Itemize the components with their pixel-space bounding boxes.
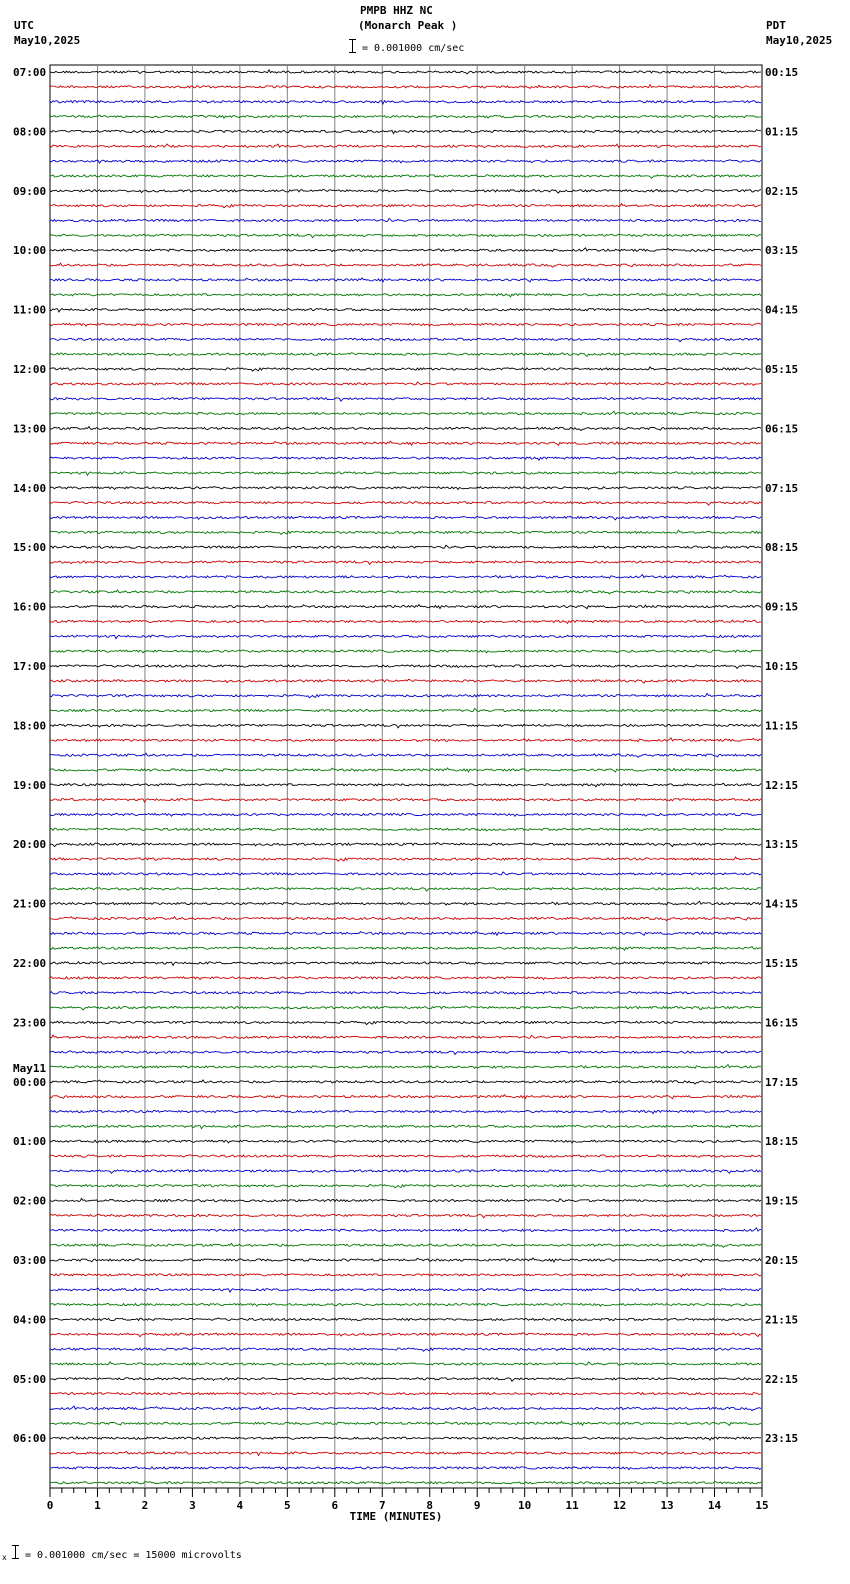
pdt-hour-label: 13:15 — [765, 838, 799, 852]
trace-line — [50, 1392, 761, 1395]
utc-hour-label: 07:00 — [13, 66, 47, 79]
trace-line — [50, 1451, 761, 1455]
trace-line — [50, 1243, 761, 1247]
pdt-hour-label: 18:15 — [765, 1135, 799, 1149]
trace-line — [50, 1021, 761, 1024]
trace-line — [50, 1155, 761, 1158]
utc-hour-label: 03:00 — [13, 1254, 47, 1267]
utc-hour-label: 10:00 — [13, 244, 47, 258]
trace-line — [50, 472, 761, 475]
trace-line — [50, 1421, 761, 1425]
pdt-hour-label: 11:15 — [765, 719, 799, 733]
pdt-hour-label: 12:15 — [765, 778, 799, 792]
trace-line — [50, 694, 761, 698]
trace-line — [50, 1006, 761, 1010]
trace-line — [50, 901, 761, 905]
trace-line — [50, 1258, 761, 1262]
utc-hour-label: 13:00 — [13, 422, 47, 436]
pdt-hour-label: 20:15 — [765, 1254, 799, 1267]
trace-line — [50, 753, 761, 757]
trace-line — [50, 1051, 761, 1055]
trace-line — [50, 1362, 761, 1365]
date-change-label: May11 — [13, 1061, 47, 1075]
pdt-hour-label: 07:15 — [765, 481, 799, 495]
trace-line — [50, 278, 761, 282]
trace-line — [50, 1169, 761, 1173]
x-tick-label: 4 — [236, 1499, 244, 1512]
footer-scale-text: = 0.001000 cm/sec = 15000 microvolts — [25, 1550, 242, 1561]
trace-line — [50, 234, 761, 238]
left-date: May10,2025 — [14, 34, 81, 47]
pdt-hour-label: 17:15 — [765, 1075, 799, 1089]
trace-line — [50, 857, 761, 861]
trace-line — [50, 367, 761, 371]
trace-line — [50, 338, 761, 342]
trace-line — [50, 1095, 761, 1099]
pdt-hour-label: 02:15 — [765, 184, 799, 198]
trace-line — [50, 204, 761, 208]
trace-line — [50, 561, 761, 565]
trace-line — [50, 931, 761, 935]
trace-line — [50, 1274, 761, 1277]
trace-line — [50, 487, 761, 490]
trace-line — [50, 679, 761, 683]
pdt-hour-label: 16:15 — [765, 1016, 799, 1030]
trace-line — [50, 248, 761, 252]
x-axis-title: TIME (MINUTES) — [349, 1510, 443, 1523]
trace-line — [50, 219, 761, 223]
trace-line — [50, 353, 761, 357]
utc-hour-label: 00:00 — [13, 1075, 47, 1089]
trace-line — [50, 530, 761, 534]
trace-line — [50, 160, 761, 163]
trace-line — [50, 1035, 761, 1038]
trace-line — [50, 501, 761, 505]
trace-line — [50, 263, 761, 267]
trace-line — [50, 872, 761, 875]
station-title: PMPB HHZ NC — [360, 4, 433, 17]
pdt-hour-label: 21:15 — [765, 1313, 799, 1327]
trace-line — [50, 724, 761, 728]
utc-hour-label: 16:00 — [13, 600, 47, 614]
trace-line — [50, 575, 761, 579]
pdt-hour-label: 23:15 — [765, 1432, 799, 1446]
right-date: May10,2025 — [766, 34, 833, 47]
trace-line — [50, 85, 761, 89]
utc-hour-label: 05:00 — [13, 1372, 47, 1386]
trace-line — [50, 799, 761, 802]
utc-hour-label: 19:00 — [13, 778, 47, 792]
trace-line — [50, 1318, 761, 1321]
pdt-hour-label: 10:15 — [765, 660, 799, 673]
trace-line — [50, 427, 761, 431]
footer-scale-bar-icon — [15, 1545, 16, 1559]
trace-line — [50, 293, 761, 297]
trace-line — [50, 100, 761, 104]
x-tick-label: 6 — [331, 1499, 339, 1512]
pdt-hour-label: 19:15 — [765, 1194, 799, 1208]
trace-line — [50, 1406, 761, 1411]
trace-line — [50, 1348, 761, 1351]
right-timezone: PDT — [766, 19, 786, 32]
trace-line — [50, 991, 761, 994]
trace-line — [50, 738, 761, 742]
utc-hour-label: 23:00 — [13, 1016, 47, 1030]
site-name: (Monarch Peak ) — [358, 19, 458, 32]
utc-hour-label: 04:00 — [13, 1313, 47, 1327]
trace-line — [50, 144, 761, 147]
trace-line — [50, 590, 761, 594]
trace-line — [50, 1080, 761, 1084]
x-tick-label: 11 — [565, 1499, 579, 1512]
utc-hour-label: 21:00 — [13, 897, 47, 911]
trace-line — [50, 650, 761, 653]
x-tick-label: 13 — [660, 1499, 674, 1512]
pdt-hour-label: 01:15 — [765, 125, 799, 139]
trace-line — [50, 1288, 761, 1292]
x-tick-label: 0 — [46, 1499, 54, 1512]
pdt-hour-label: 22:15 — [765, 1372, 799, 1386]
trace-line — [50, 620, 761, 624]
trace-line — [50, 175, 761, 179]
x-tick-label: 8 — [426, 1499, 434, 1512]
x-tick-label: 10 — [518, 1499, 532, 1512]
trace-line — [50, 947, 761, 951]
x-tick-label: 3 — [189, 1499, 196, 1512]
pdt-hour-label: 08:15 — [765, 541, 799, 555]
trace-line — [50, 441, 761, 445]
trace-line — [50, 665, 761, 669]
trace-line — [50, 309, 761, 312]
trace-line — [50, 1110, 761, 1113]
x-tick-label: 12 — [612, 1499, 627, 1512]
trace-line — [50, 962, 761, 966]
footer-marker: x — [2, 1553, 7, 1562]
x-tick-label: 7 — [378, 1499, 386, 1512]
utc-hour-label: 15:00 — [13, 541, 47, 555]
trace-line — [50, 1065, 761, 1069]
pdt-hour-label: 06:15 — [765, 422, 799, 436]
trace-line — [50, 917, 761, 921]
left-timezone: UTC — [14, 19, 34, 32]
utc-hour-label: 14:00 — [13, 481, 47, 495]
trace-line — [50, 323, 761, 326]
trace-line — [50, 545, 761, 548]
trace-line — [50, 1214, 761, 1218]
x-tick-label: 15 — [755, 1499, 769, 1512]
trace-line — [50, 1140, 761, 1143]
pdt-hour-label: 15:15 — [765, 957, 799, 970]
x-tick-label: 1 — [94, 1499, 101, 1512]
x-tick-label: 2 — [141, 1499, 149, 1512]
x-tick-label: 14 — [707, 1499, 722, 1512]
pdt-hour-label: 14:15 — [765, 897, 799, 911]
trace-line — [50, 130, 761, 134]
trace-line — [50, 1185, 761, 1188]
header-scale-text: = 0.001000 cm/sec — [362, 43, 465, 54]
trace-line — [50, 516, 761, 520]
utc-hour-label: 11:00 — [13, 303, 47, 317]
trace-line — [50, 1198, 761, 1201]
trace-line — [50, 1481, 761, 1484]
utc-hour-label: 12:00 — [13, 363, 47, 376]
trace-line — [50, 398, 761, 402]
trace-line — [50, 709, 761, 712]
trace-line — [50, 1125, 761, 1129]
pdt-hour-label: 05:15 — [765, 363, 799, 376]
pdt-hour-label: 09:15 — [765, 600, 799, 614]
utc-hour-label: 01:00 — [13, 1135, 47, 1149]
trace-line — [50, 1228, 761, 1232]
trace-line — [50, 1303, 761, 1306]
trace-line — [50, 828, 761, 831]
utc-hour-label: 20:00 — [13, 838, 47, 852]
pdt-hour-label: 04:15 — [765, 303, 799, 317]
trace-line — [50, 813, 761, 816]
trace-line — [50, 1467, 761, 1470]
x-tick-label: 9 — [473, 1499, 481, 1512]
utc-hour-label: 08:00 — [13, 125, 47, 139]
utc-hour-label: 18:00 — [13, 719, 47, 733]
trace-line — [50, 70, 761, 74]
trace-line — [50, 605, 761, 609]
trace-line — [50, 635, 761, 638]
trace-line — [50, 411, 761, 415]
trace-line — [50, 783, 761, 787]
trace-line — [50, 1437, 761, 1441]
trace-line — [50, 189, 761, 193]
utc-hour-label: 02:00 — [13, 1194, 47, 1208]
trace-line — [50, 115, 761, 119]
trace-line — [50, 888, 761, 892]
trace-line — [50, 977, 761, 980]
trace-line — [50, 1333, 761, 1337]
pdt-hour-label: 03:15 — [765, 244, 799, 258]
trace-line — [50, 1378, 761, 1382]
utc-hour-label: 22:00 — [13, 957, 47, 970]
x-tick-label: 5 — [284, 1499, 291, 1512]
trace-line — [50, 382, 761, 386]
trace-line — [50, 457, 761, 461]
utc-hour-label: 17:00 — [13, 660, 47, 673]
pdt-hour-label: 00:15 — [765, 66, 799, 79]
trace-line — [50, 768, 761, 772]
utc-hour-label: 09:00 — [13, 184, 47, 198]
utc-hour-label: 06:00 — [13, 1432, 47, 1446]
trace-line — [50, 843, 761, 847]
